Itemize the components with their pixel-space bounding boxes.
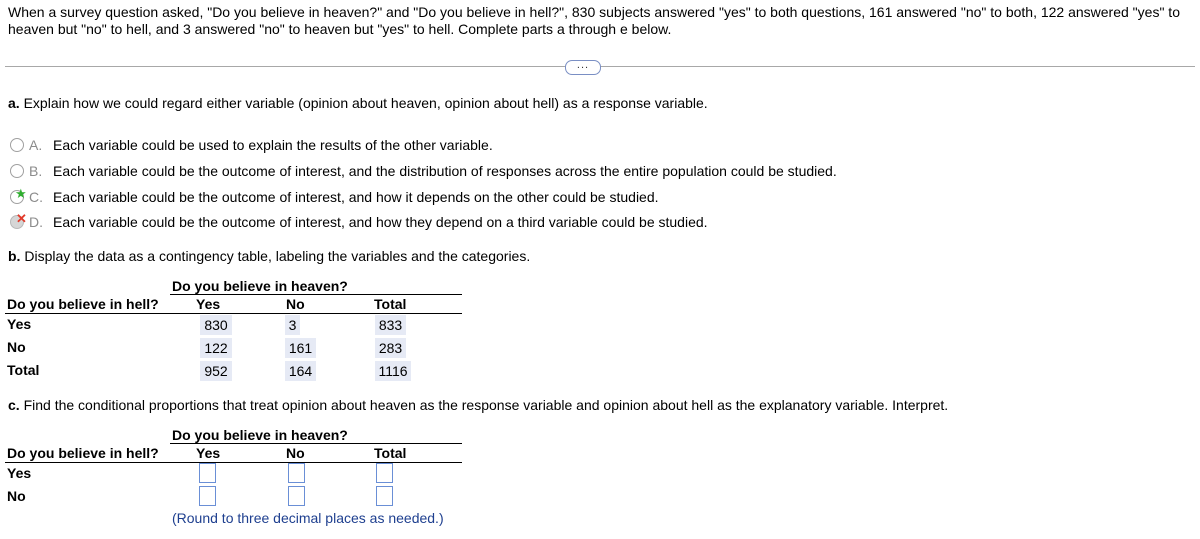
table-b-cell: 161 xyxy=(285,338,316,358)
option-c-text: Each variable could be the outcome of interest, and how it depends on the other could be studied. xyxy=(53,189,659,205)
table-b-col-yes: Yes xyxy=(196,296,221,312)
table-c-header-rule xyxy=(5,462,462,463)
proportion-input[interactable] xyxy=(199,486,216,506)
table-b-cell: 122 xyxy=(200,338,232,358)
table-c-row-yes-label: Yes xyxy=(7,465,32,481)
proportion-input[interactable] xyxy=(288,486,305,506)
proportion-input[interactable] xyxy=(376,486,393,506)
table-b-column-variable: Do you believe in heaven? xyxy=(172,278,348,294)
table-c-col-yes: Yes xyxy=(196,445,221,461)
part-a-label: a. xyxy=(8,95,20,111)
table-c-col-no: No xyxy=(286,445,305,461)
part-b-label: b. xyxy=(8,248,21,264)
table-c-col-total: Total xyxy=(374,445,407,461)
option-b-letter: B. xyxy=(29,163,43,179)
table-b-header-rule xyxy=(5,313,462,314)
part-b-text: Display the data as a contingency table, labeling the variables and the categories. xyxy=(24,248,531,264)
part-c-question xyxy=(8,397,948,413)
table-c-top-rule xyxy=(170,443,462,444)
problem-statement: When a survey question asked, "Do you believe in heaven?" and "Do you believe in hell?", 830 subjects answered "yes" to both questions, 161 answered "no" to both, 122 answered "yes" to heaven but "no" to hell, and 3 answered "no" to heaven but "yes" to hell. Complete parts a through e below. xyxy=(8,4,1180,37)
proportion-input[interactable] xyxy=(376,463,393,483)
table-c-row-variable: Do you believe in hell? xyxy=(7,445,159,461)
correct-star-icon: ★ xyxy=(15,186,27,201)
proportion-input[interactable] xyxy=(288,463,305,483)
option-a-letter: A. xyxy=(29,137,43,153)
table-b-col-total: Total xyxy=(374,296,407,312)
part-c-text: Find the conditional proportions that treat opinion about heaven as the response variable and opinion about hell as the explanatory variable. Interpret. xyxy=(23,397,949,413)
table-b-cell: 164 xyxy=(285,361,316,381)
table-b-cell: 830 xyxy=(200,315,232,335)
table-c-column-variable: Do you believe in heaven? xyxy=(172,427,348,443)
part-a-question xyxy=(8,95,708,111)
table-b-cell: 1116 xyxy=(375,361,411,381)
table-b-cell: 952 xyxy=(200,361,232,381)
table-b-row-variable: Do you believe in hell? xyxy=(7,296,159,312)
part-a-text: Explain how we could regard either variable (opinion about heaven, opinion about hell) as a response variable. xyxy=(23,95,708,111)
option-a-radio[interactable] xyxy=(10,138,24,152)
table-b-row-total-label: Total xyxy=(7,362,40,378)
incorrect-x-icon: ✕ xyxy=(16,211,27,226)
option-b-radio[interactable] xyxy=(10,164,24,178)
table-b-cell: 3 xyxy=(285,315,300,335)
option-b-text: Each variable could be the outcome of interest, and the distribution of responses across the entire population could be studied. xyxy=(53,163,837,179)
part-b-question xyxy=(8,248,530,264)
option-c-letter: C. xyxy=(29,189,43,205)
table-b-row-no-label: No xyxy=(7,339,26,355)
option-d-text: Each variable could be the outcome of interest, and how they depend on a third variable could be studied. xyxy=(53,214,708,230)
table-b-cell: 833 xyxy=(375,315,406,335)
proportion-input[interactable] xyxy=(199,463,216,483)
rounding-note: (Round to three decimal places as needed.) xyxy=(172,510,444,526)
table-b-cell: 283 xyxy=(375,338,406,358)
table-b-row-yes-label: Yes xyxy=(7,316,32,332)
option-d-letter: D. xyxy=(29,214,43,230)
table-b-top-rule xyxy=(170,294,462,295)
option-a-text: Each variable could be used to explain the results of the other variable. xyxy=(53,137,493,153)
table-b-col-no: No xyxy=(286,296,305,312)
part-c-label: c. xyxy=(8,397,20,413)
table-c-row-no-label: No xyxy=(7,488,26,504)
expand-more-button[interactable]: ... xyxy=(565,60,601,75)
